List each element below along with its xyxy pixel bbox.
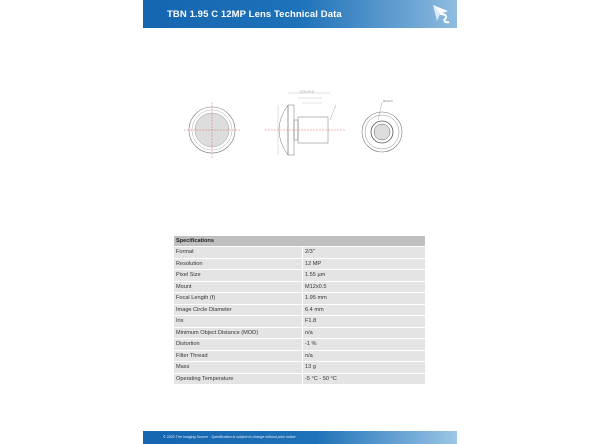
table-row: Operating Temperature -5 °C - 50 °C [174, 374, 425, 385]
svg-text:17.5 (+/-0.1): 17.5 (+/-0.1) [300, 90, 314, 94]
table-row: Resolution 12 MP [174, 259, 425, 270]
specifications-table [174, 235, 425, 385]
table-row: Format 2/3" [174, 247, 425, 258]
lens-front-view [184, 102, 240, 158]
table-row: Pixel Size 1.55 µm [174, 270, 425, 281]
table-row: Mount M12x0.5 [174, 282, 425, 293]
specifications-header: Specifications [174, 236, 425, 246]
lens-side-view [265, 91, 345, 156]
footer-text: © 2020 The Imaging Source · Specification is subject to change without prior notice [163, 434, 296, 439]
lens-back-view [362, 100, 402, 152]
company-logo-icon [431, 3, 451, 25]
page-header [143, 0, 457, 28]
table-row: Image Circle Diameter 6.4 mm [174, 305, 425, 316]
svg-text:M12x0.5: M12x0.5 [383, 100, 393, 103]
table-row: Iris F1.8 [174, 316, 425, 327]
page-footer [143, 431, 457, 444]
page-title: TBN 1.95 C 12MP Lens Technical Data [167, 9, 342, 20]
table-row: Distortion -1 % [174, 339, 425, 350]
table-row: Focal Length (f) 1.95 mm [174, 293, 425, 304]
table-row: Filter Thread n/a [174, 351, 425, 362]
table-row: Mass 13 g [174, 362, 425, 373]
table-row: Minimum Object Distance (MOD) n/a [174, 328, 425, 339]
technical-drawing [170, 90, 430, 180]
